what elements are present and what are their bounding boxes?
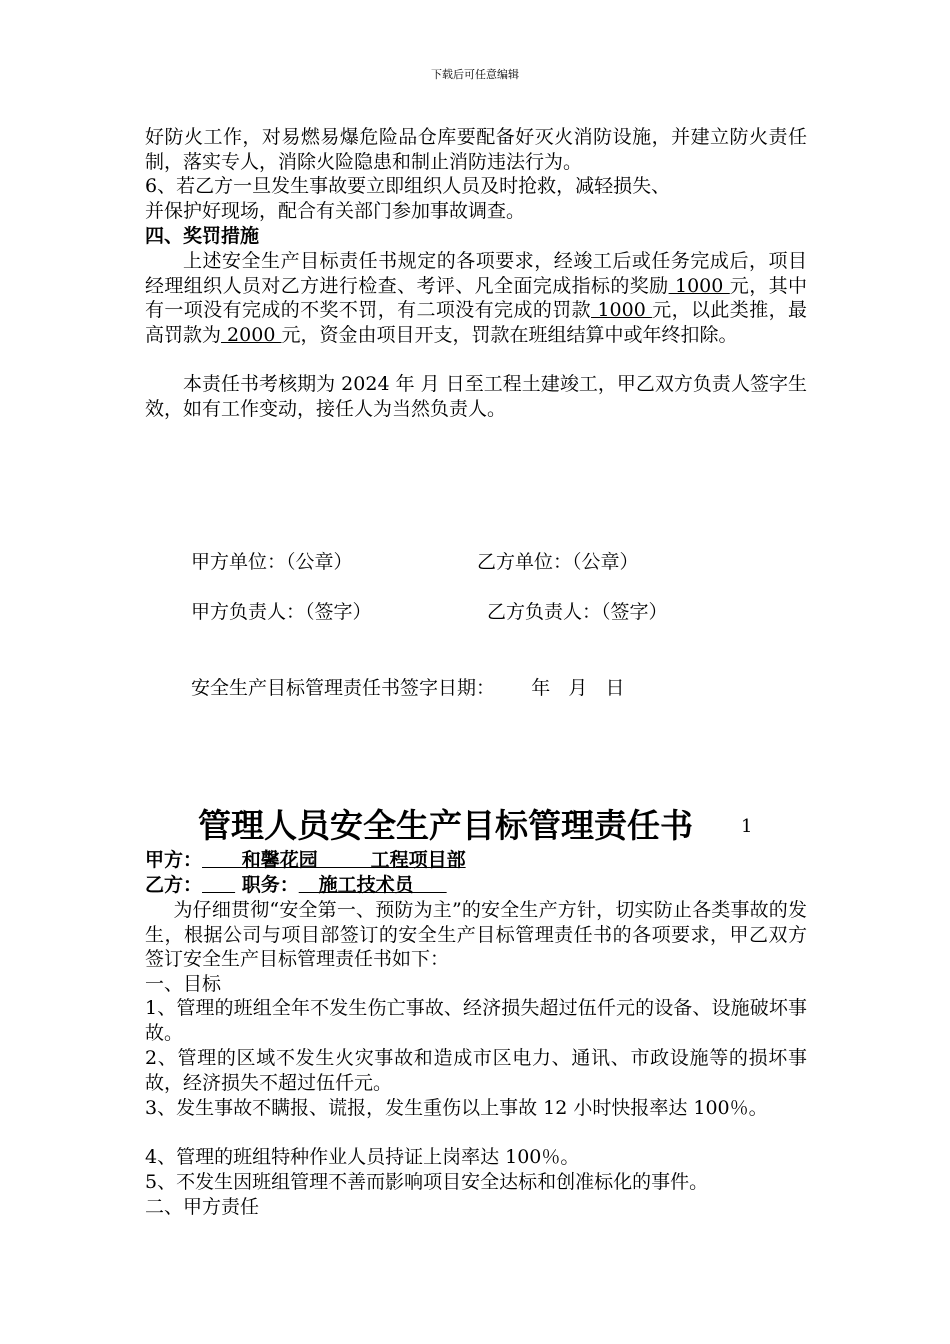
penalty-amount: 1000 [591,299,653,321]
party-a-value: 和馨花园 工程项目部 [202,849,466,871]
party-b-line: 乙方： 职务： 施工技术员 [145,874,447,896]
signing-date: 安全生产目标管理责任书签字日期： 年 月 日 [191,677,625,699]
paragraph-fire-prevention: 好防火工作，对易燃易爆危险品仓库要配备好灭火消防设施，并建立防火责任制，落实专人，消除火险隐患和制止消防违法行为。 [145,126,807,173]
goal-4: 4、管理的班组特种作业人员持证上岗率达 100％。 [145,1146,580,1168]
party-b-unit: 乙方单位：（公章） [477,551,639,573]
page-header: 下载后可任意编辑 [431,68,519,81]
goal-1: 1、管理的班组全年不发生伤亡事故、经济损失超过伍仟元的设备、设施破坏事故。 [145,997,807,1044]
document-title: 管理人员安全生产目标管理责任书 [198,806,693,845]
paragraph-assessment-period: 本责任书考核期为 2024 年 月 日至工程土建竣工，甲乙双方负责人签字生效，如有工作变动，接任人为当然负责人。 [145,373,807,420]
party-b-head: 乙方负责人：（签字） [487,601,668,623]
item-6-line-1: 6、若乙方一旦发生事故要立即组织人员及时抢救，减轻损失、 [145,175,671,197]
goal-5: 5、不发生因班组管理不善而影响项目安全达标和创准标化的事件。 [145,1171,709,1193]
paragraph-intro: 为仔细贯彻“安全第一、预防为主”的安全生产方针，切实防止各类事故的发生，根据公司与项目部签订的安全生产目标管理责任书的各项要求，甲乙双方签订安全生产目标管理责任书如下： [145,899,807,970]
paragraph-rewards: 上述安全生产目标责任书规定的各项要求，经竣工后或任务完成后，项目经理组织人员对乙方进行检查、考评、凡全面完成指标的奖励 1000 元，其中有一项没有完成的不奖不罚，有二项没有完成的罚款 1000 元，以此类推，最高罚款为 2000 元，资金由项目开支，罚款在班组结算中或年终扣除。 [145,250,807,346]
party-a-head: 甲方负责人：（签字） [191,601,372,623]
section-heading-goals: 一、目标 [145,973,222,995]
item-6-line-2: 并保护好现场，配合有关部门参加事故调查。 [145,200,526,222]
reward-amount: 1000 [668,274,730,297]
title-superscript: 1 [741,816,753,837]
position-value: 施工技术员 [298,874,447,896]
party-b-blank [202,874,235,896]
party-a-unit: 甲方单位：（公章） [191,551,353,573]
section-heading-party-a-duties: 二、甲方责任 [145,1196,260,1218]
max-penalty-amount: 2000 [221,323,282,346]
goal-3: 3、发生事故不瞒报、谎报，发生重伤以上事故 12 小时快报率达 100％。 [145,1097,768,1119]
section-heading-rewards: 四、奖罚措施 [145,225,260,247]
party-a-line: 甲方： 和馨花园 工程项目部 [145,849,466,871]
goal-2: 2、管理的区域不发生火灾事故和造成市区电力、通讯、市政设施等的损坏事故，经济损失不超过伍仟元。 [145,1047,807,1094]
